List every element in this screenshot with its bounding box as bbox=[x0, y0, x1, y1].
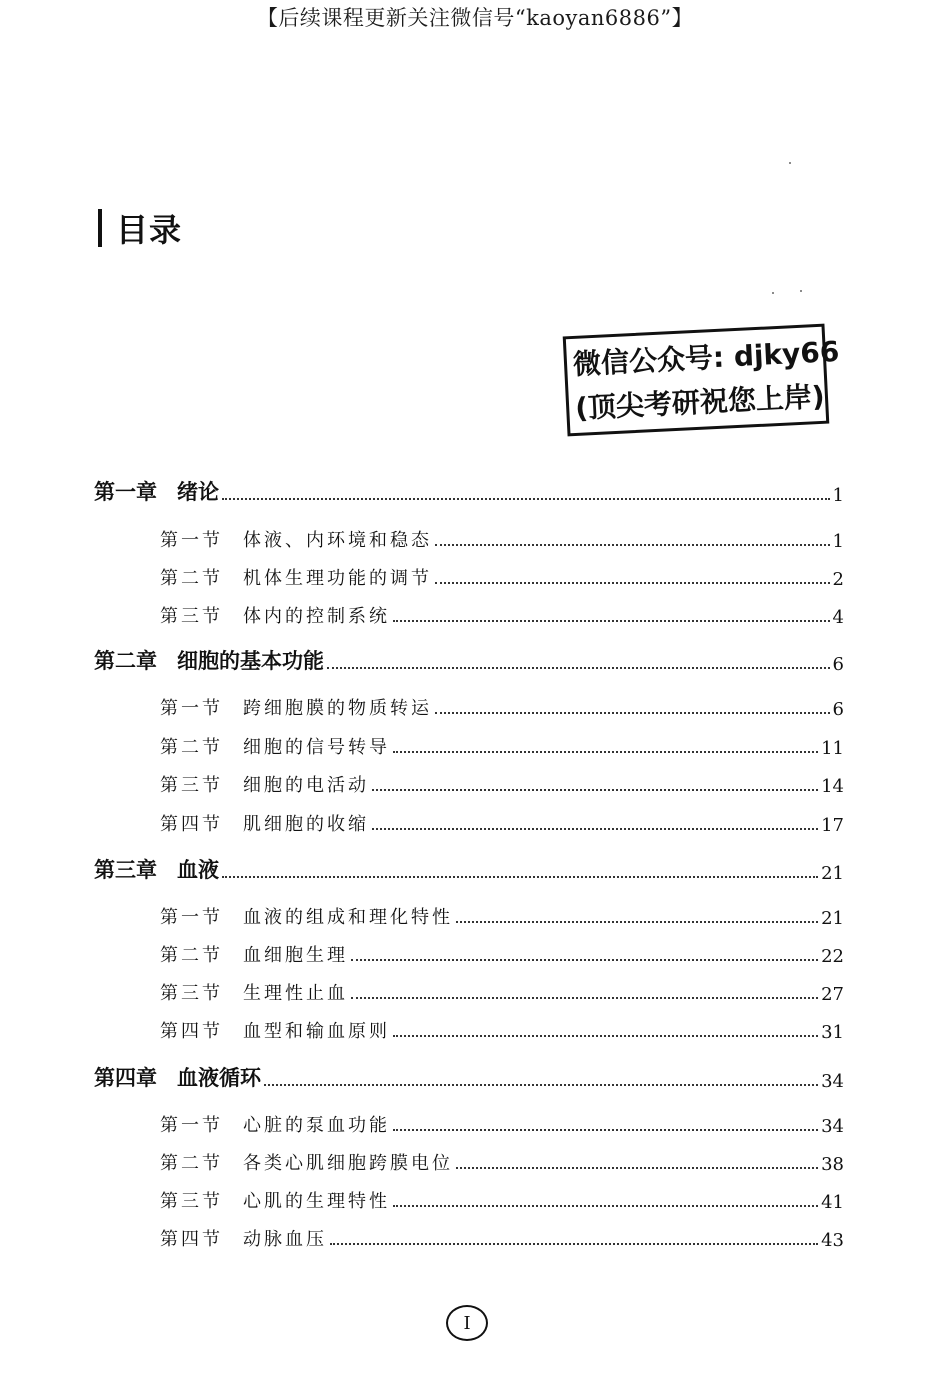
section-number: 第二节 bbox=[160, 737, 223, 758]
toc-chapter-row[interactable] bbox=[94, 476, 844, 506]
page-number: 14 bbox=[821, 776, 844, 797]
section-number: 第二节 bbox=[160, 1153, 223, 1174]
toc-section-row[interactable] bbox=[160, 806, 844, 836]
section-number: 第四节 bbox=[160, 1229, 223, 1250]
toc-section-row[interactable] bbox=[160, 767, 844, 797]
section-title: 心肌的生理特性 bbox=[243, 1191, 390, 1212]
toc-section-row[interactable] bbox=[160, 975, 844, 1005]
page-number-footer: I bbox=[446, 1305, 488, 1341]
dot-leader bbox=[264, 1084, 818, 1086]
page-number: 41 bbox=[821, 1192, 844, 1213]
chapter-number: 第三章 bbox=[94, 858, 157, 882]
chapter-title: 血液循环 bbox=[177, 1066, 261, 1090]
section-title: 细胞的电活动 bbox=[243, 775, 369, 796]
section-title: 生理性止血 bbox=[243, 983, 348, 1004]
toc-section-row[interactable] bbox=[160, 937, 844, 967]
dot-leader bbox=[222, 498, 830, 500]
toc-section-row[interactable] bbox=[160, 690, 844, 720]
section-number: 第一节 bbox=[160, 1115, 223, 1136]
section-title: 跨细胞膜的物质转运 bbox=[243, 698, 432, 719]
scan-speck bbox=[789, 162, 791, 164]
page-number: 27 bbox=[821, 984, 844, 1005]
dot-leader bbox=[393, 1035, 818, 1037]
section-title: 体液、内环境和稳态 bbox=[243, 530, 432, 551]
title-bar bbox=[98, 209, 102, 247]
toc-chapter-row[interactable] bbox=[94, 854, 844, 884]
dot-leader bbox=[393, 1129, 818, 1131]
dot-leader bbox=[330, 1243, 818, 1245]
dot-leader bbox=[435, 582, 830, 584]
dot-leader bbox=[456, 1167, 818, 1169]
page-number: 38 bbox=[821, 1154, 844, 1175]
page-number: 2 bbox=[832, 569, 844, 590]
chapter-title: 细胞的基本功能 bbox=[177, 649, 324, 673]
watermark-stamp bbox=[563, 324, 841, 437]
page-number: 21 bbox=[821, 908, 844, 929]
page-number: 1 bbox=[832, 531, 844, 552]
section-title: 体内的控制系统 bbox=[243, 606, 390, 627]
chapter-number: 第二章 bbox=[94, 649, 157, 673]
page-number: 4 bbox=[832, 607, 844, 628]
stamp-line-2: (顶尖考研祝您上岸) bbox=[574, 379, 826, 425]
section-number: 第二节 bbox=[160, 568, 223, 589]
section-title: 血液的组成和理化特性 bbox=[243, 907, 453, 928]
toc-section-row[interactable] bbox=[160, 560, 844, 590]
section-title: 血细胞生理 bbox=[243, 945, 348, 966]
dot-leader bbox=[393, 1205, 818, 1207]
chapter-number: 第一章 bbox=[94, 480, 157, 504]
dot-leader bbox=[372, 789, 818, 791]
toc-section-row[interactable] bbox=[160, 522, 844, 552]
page-number: 6 bbox=[832, 654, 844, 675]
toc-section-row[interactable] bbox=[160, 598, 844, 628]
page-number: 34 bbox=[821, 1071, 844, 1092]
section-number: 第一节 bbox=[160, 907, 223, 928]
section-title: 动脉血压 bbox=[243, 1229, 327, 1250]
toc-section-row[interactable] bbox=[160, 899, 844, 929]
chapter-title: 血液 bbox=[177, 858, 219, 882]
dot-leader bbox=[372, 828, 818, 830]
page-number: 1 bbox=[832, 485, 844, 506]
page-number: 31 bbox=[821, 1022, 844, 1043]
section-title: 血型和输血原则 bbox=[243, 1021, 390, 1042]
dot-leader bbox=[456, 921, 818, 923]
toc-section-row[interactable] bbox=[160, 1221, 844, 1251]
page-number: 21 bbox=[821, 863, 844, 884]
scan-speck bbox=[772, 292, 774, 294]
section-title: 心脏的泵血功能 bbox=[243, 1115, 390, 1136]
dot-leader bbox=[393, 751, 818, 753]
toc-section-row[interactable] bbox=[160, 1183, 844, 1213]
toc-section-row[interactable] bbox=[160, 1013, 844, 1043]
section-title: 细胞的信号转导 bbox=[243, 737, 390, 758]
section-number: 第四节 bbox=[160, 814, 223, 835]
dot-leader bbox=[351, 997, 818, 999]
section-number: 第二节 bbox=[160, 945, 223, 966]
chapter-title: 绪论 bbox=[177, 480, 219, 504]
page-number: 43 bbox=[821, 1230, 844, 1251]
section-number: 第三节 bbox=[160, 606, 223, 627]
page-number: 34 bbox=[821, 1116, 844, 1137]
toc-chapter-row[interactable] bbox=[94, 645, 844, 675]
section-number: 第三节 bbox=[160, 983, 223, 1004]
top-banner: 【后续课程更新关注微信号“kaoyan6886”】 bbox=[256, 6, 694, 30]
scan-speck bbox=[800, 290, 802, 292]
section-number: 第四节 bbox=[160, 1021, 223, 1042]
dot-leader bbox=[435, 544, 830, 546]
section-number: 第一节 bbox=[160, 698, 223, 719]
section-title: 机体生理功能的调节 bbox=[243, 568, 432, 589]
chapter-number: 第四章 bbox=[94, 1066, 157, 1090]
dot-leader bbox=[222, 876, 818, 878]
stamp-line-1: 微信公众号: djky66 bbox=[572, 334, 841, 381]
toc-section-row[interactable] bbox=[160, 729, 844, 759]
toc-section-row[interactable] bbox=[160, 1107, 844, 1137]
dot-leader bbox=[327, 667, 830, 669]
page-number: 17 bbox=[821, 815, 844, 836]
toc-section-row[interactable] bbox=[160, 1145, 844, 1175]
title-text: 目录 bbox=[116, 211, 183, 249]
section-number: 第一节 bbox=[160, 530, 223, 551]
page-number: 11 bbox=[821, 738, 844, 759]
page-number: 22 bbox=[821, 946, 844, 967]
page-title bbox=[98, 206, 182, 250]
section-number: 第三节 bbox=[160, 775, 223, 796]
dot-leader bbox=[435, 712, 830, 714]
section-title: 肌细胞的收缩 bbox=[243, 814, 369, 835]
section-number: 第三节 bbox=[160, 1191, 223, 1212]
dot-leader bbox=[393, 620, 830, 622]
page-number: 6 bbox=[832, 699, 844, 720]
dot-leader bbox=[351, 959, 818, 961]
toc-chapter-row[interactable] bbox=[94, 1062, 844, 1092]
section-title: 各类心肌细胞跨膜电位 bbox=[243, 1153, 453, 1174]
